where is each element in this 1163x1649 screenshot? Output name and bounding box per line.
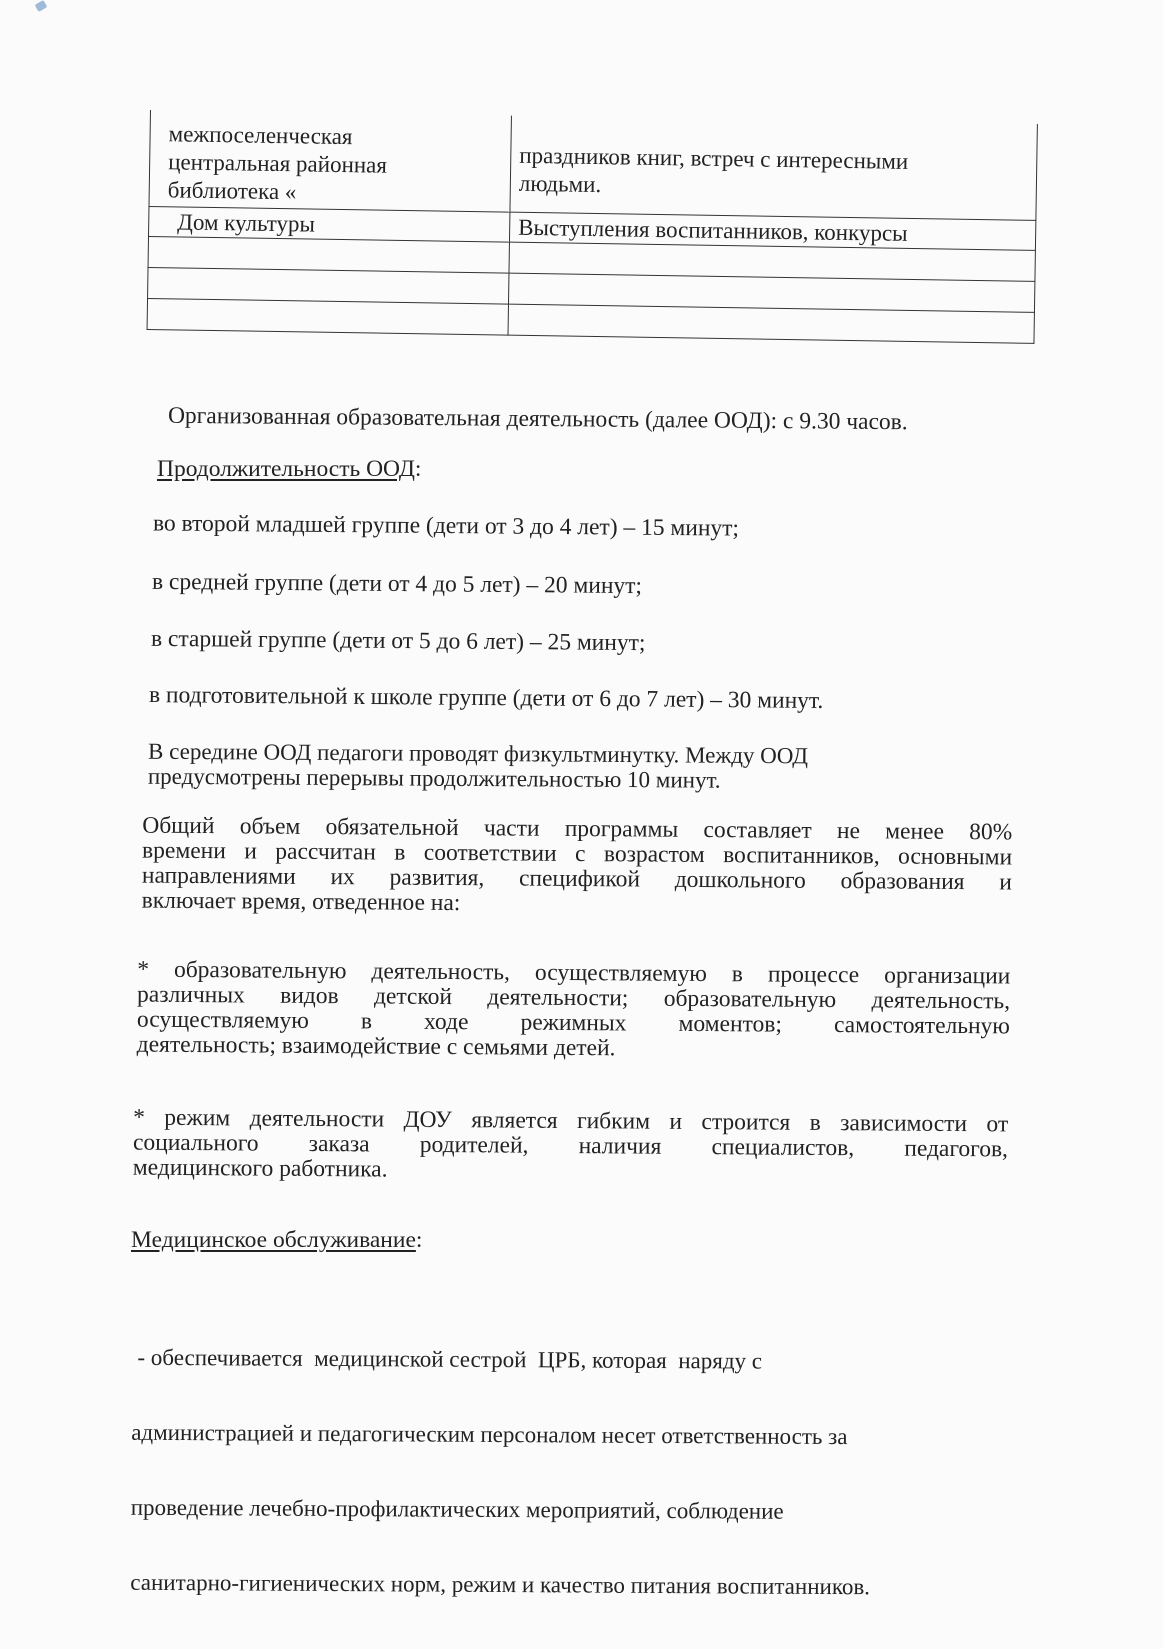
paragraph-line: администрацией и педагогическим персоналом несет ответственность за <box>131 1419 848 1450</box>
cell-line: библиотека « <box>167 177 297 205</box>
paragraph-line: деятельность; взаимодействие с семьями детей. <box>136 1031 616 1062</box>
duration-item: во второй младшей группе (дети от 3 до 4 лет) – 15 минут; <box>152 510 740 542</box>
paragraph-line: осуществляемую в ходе режимных моментов; самостоятельную <box>136 1006 1010 1040</box>
cell-text: Дом культуры <box>177 209 316 237</box>
volume-paragraph <box>142 814 1013 921</box>
scan-speck <box>35 0 48 12</box>
duration-heading-text: Продолжительность ООД <box>157 456 415 482</box>
table-cell: Выступления воспитанников, конкурсы <box>509 212 1035 250</box>
paragraph-line: медицинского работника. <box>132 1154 388 1183</box>
paragraph-line: времени и рассчитан в соответствии с возрастом воспитанников, основными <box>142 837 1013 871</box>
cell-line: праздников книг, встреч с интересными <box>519 142 909 174</box>
paragraph-line: * образовательную деятельность, осуществляемую в процессе организации <box>137 956 1011 990</box>
duration-item: в средней группе (дети от 4 до 5 лет) – 20 минут; <box>151 568 643 600</box>
table-row <box>149 110 1037 220</box>
paragraph-line: Общий объем обязательной части программы составляет не менее 80% <box>142 812 1013 846</box>
bullet-paragraph-1 <box>137 958 1011 1065</box>
medical-paragraph <box>130 1295 872 1649</box>
paragraph-line: различных видов детской деятельности; образовательную деятельность, <box>137 981 1011 1015</box>
duration-heading <box>157 455 421 483</box>
table-cell <box>149 110 511 212</box>
duration-heading-colon: : <box>414 456 422 482</box>
bullet-paragraph-2 <box>133 1106 1009 1188</box>
paragraph-line: санитарно-гигиенических норм, режим и качество питания воспитанников. <box>130 1569 871 1600</box>
medical-heading-text: Медицинское обслуживание <box>131 1227 416 1253</box>
table-cell <box>510 116 1037 221</box>
paragraph-line: направлениями их развития, спецификой дошкольного образования и <box>141 862 1012 896</box>
paragraph-line: В середине ООД педагоги проводят физкультминутку. Между ООД <box>148 738 809 769</box>
paragraph-line: социального заказа родителей, наличия специалистов, педагогов, <box>132 1129 1009 1163</box>
paragraph-line: включает время, отведенное на: <box>141 887 461 917</box>
duration-item: в старшей группе (дети от 5 до 6 лет) – 25 минут; <box>150 625 646 657</box>
middle-paragraph <box>148 739 808 794</box>
table-cell <box>147 299 508 336</box>
duration-item: в подготовительной к школе группе (дети от 6 до 7 лет) – 30 минут. <box>148 682 824 714</box>
paragraph-line: предусмотрены перерывы продолжительностью 10 минут. <box>147 763 721 793</box>
partners-table <box>147 110 1038 344</box>
medical-heading <box>131 1226 422 1254</box>
cell-line: центральная районная <box>167 149 388 178</box>
table-cell <box>149 206 510 242</box>
ood-intro: Организованная образовательная деятельность (далее ООД): с 9.30 часов. <box>167 402 908 436</box>
cell-line: межпоселенческая <box>168 121 353 150</box>
cell-line: людьми. <box>518 170 602 198</box>
medical-heading-colon: : <box>415 1227 423 1253</box>
paragraph-line: - обеспечивается медицинской сестрой ЦРБ, которая наряду с <box>131 1344 763 1374</box>
paragraph-line: * режим деятельности ДОУ является гибким и строится в зависимости от <box>133 1104 1009 1138</box>
paragraph-line: проведение лечебно-профилактических мероприятий, соблюдение <box>130 1494 784 1524</box>
